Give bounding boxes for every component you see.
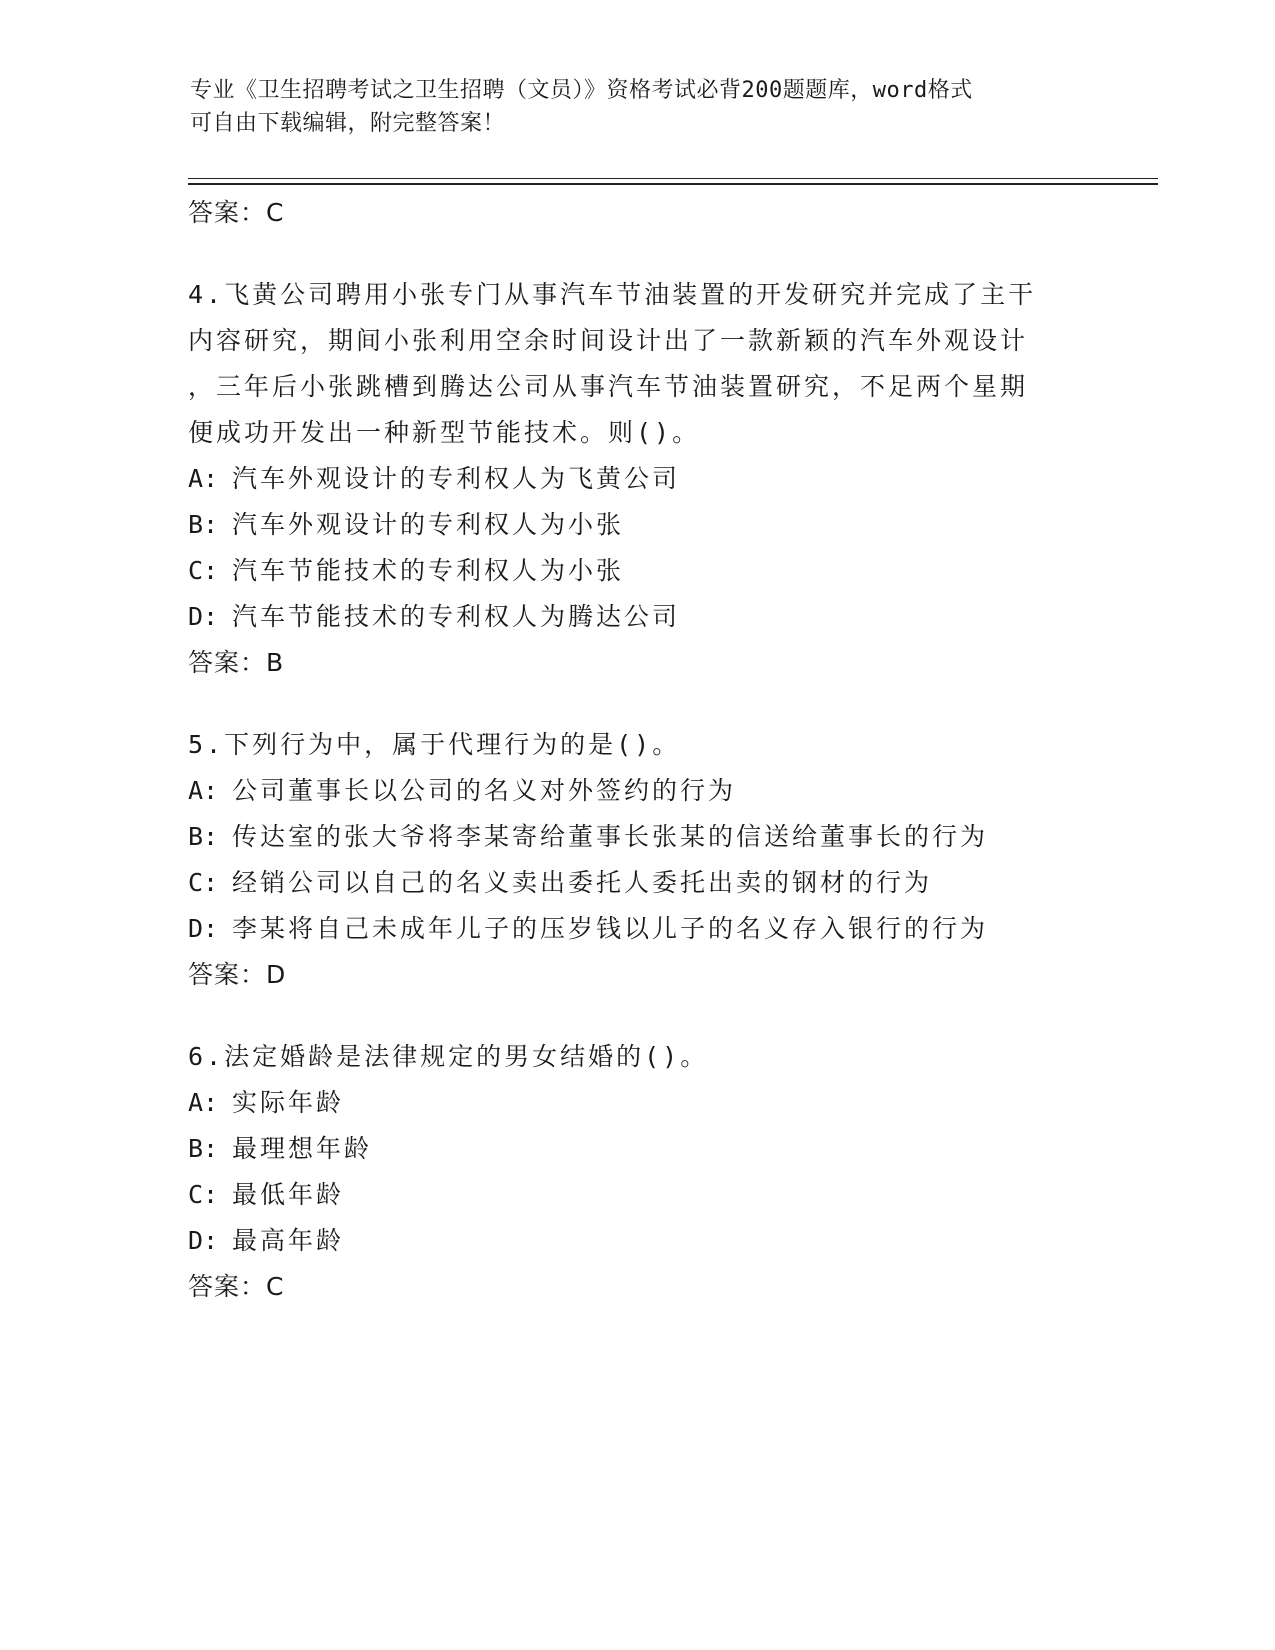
option-text: 李某将自己未成年儿子的压岁钱以儿子的名义存入银行的行为 [232,914,989,943]
option-text: 汽车外观设计的专利权人为飞黄公司 [232,464,681,493]
option-a [188,1080,1088,1126]
question-block [188,1034,1088,1310]
spacer [188,686,1088,722]
question-stem-line: 内容研究，期间小张利用空余时间设计出了一款新颖的汽车外观设计 [188,326,1029,355]
option-letter: D: [188,914,219,943]
option-letter: C: [188,556,219,585]
header-line-2: 可自由下载编辑，附完整答案！ [190,111,506,136]
option-letter: A: [188,464,219,493]
option-d [188,594,1088,640]
page-header [190,74,1080,140]
option-text: 最低年龄 [232,1180,345,1209]
option-letter: B: [188,822,219,851]
option-letter: C: [188,868,219,897]
question-stem-line: 5.下列行为中，属于代理行为的是()。 [188,730,681,759]
answer-line: 答案：C [188,1272,285,1301]
answer-line: 答案：C [188,198,285,227]
question-list [188,190,1088,1310]
option-b [188,1126,1088,1172]
spacer [188,236,1088,272]
answer-line: 答案：B [188,648,285,677]
answer-line: 答案：D [188,960,287,989]
option-b [188,814,1088,860]
option-letter: C: [188,1180,219,1209]
option-text: 实际年龄 [232,1088,345,1117]
option-c [188,1172,1088,1218]
header-line-1: 专业《卫生招聘考试之卫生招聘（文员）》资格考试必背200题题库，word格式 [190,78,973,103]
option-letter: B: [188,1134,219,1163]
option-letter: A: [188,776,219,805]
option-letter: D: [188,1226,219,1255]
option-text: 经销公司以自己的名义卖出委托人委托出卖的钢材的行为 [232,868,933,897]
option-b [188,502,1088,548]
option-c [188,860,1088,906]
option-text: 汽车外观设计的专利权人为小张 [232,510,625,539]
option-d [188,1218,1088,1264]
question-block [188,722,1088,998]
option-text: 公司董事长以公司的名义对外签约的行为 [232,776,737,805]
spacer [188,998,1088,1034]
option-text: 最高年龄 [232,1226,345,1255]
option-a [188,768,1088,814]
option-d [188,906,1088,952]
option-text: 汽车节能技术的专利权人为小张 [232,556,625,585]
option-text: 汽车节能技术的专利权人为腾达公司 [232,602,681,631]
option-text: 传达室的张大爷将李某寄给董事长张某的信送给董事长的行为 [232,822,989,851]
option-a [188,456,1088,502]
question-stem-line: 4.飞黄公司聘用小张专门从事汽车节油装置的开发研究并完成了主干 [188,280,1037,309]
option-letter: B: [188,510,219,539]
option-letter: A: [188,1088,219,1117]
question-stem-line: 6.法定婚龄是法律规定的男女结婚的()。 [188,1042,709,1071]
header-divider [188,178,1158,185]
question-stem-line: ，三年后小张跳槽到腾达公司从事汽车节油装置研究，不足两个星期 [188,372,1029,401]
option-letter: D: [188,602,219,631]
question-block [188,272,1088,686]
question-stem-line: 便成功开发出一种新型节能技术。则()。 [188,418,701,447]
option-c [188,548,1088,594]
option-text: 最理想年龄 [232,1134,373,1163]
